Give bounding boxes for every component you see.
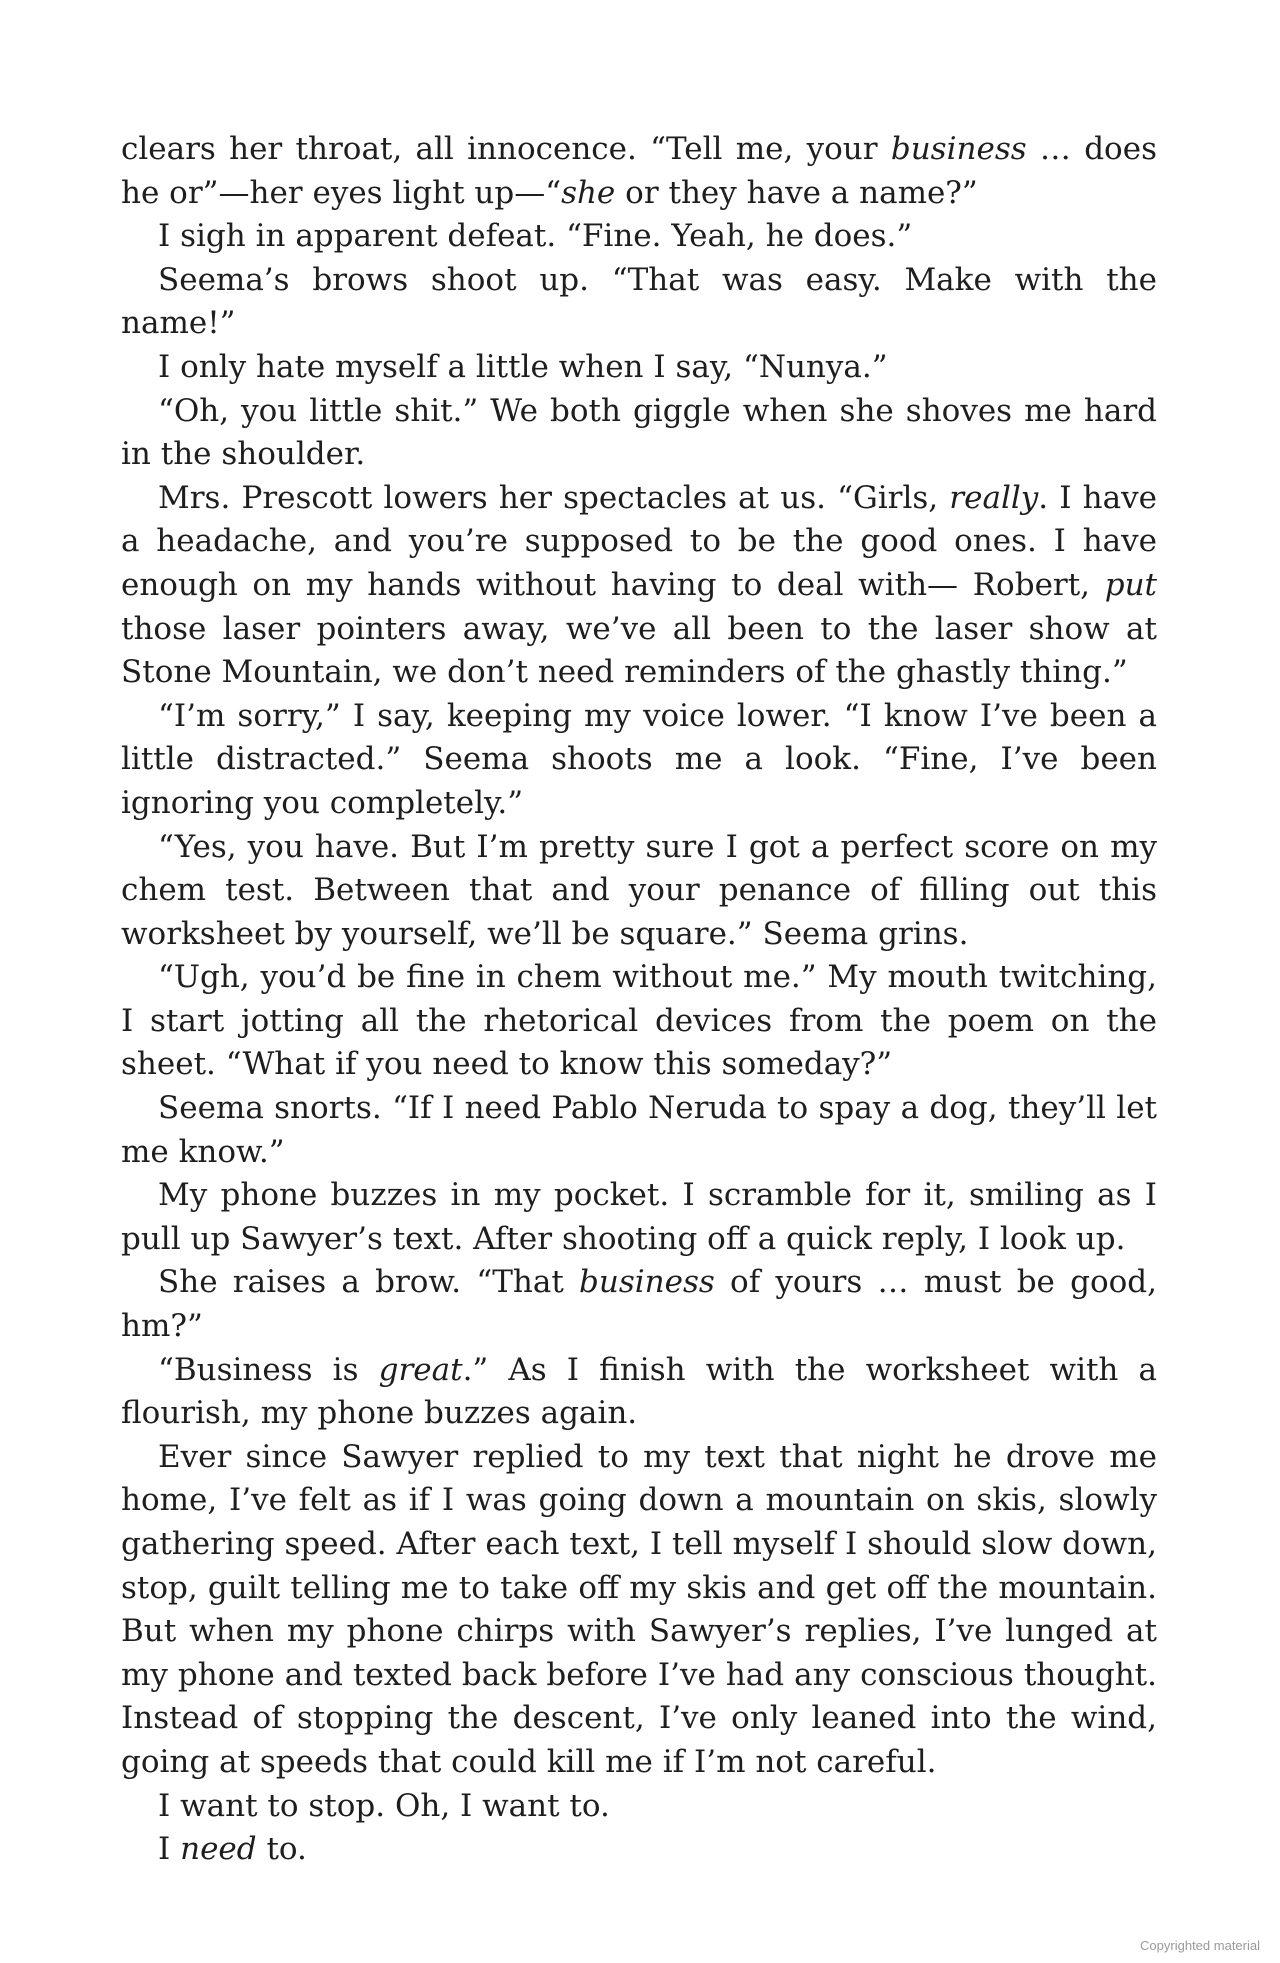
paragraph — [121, 477, 1157, 695]
text-run: clears her throat, all innocence. “Tell me, your — [121, 131, 891, 167]
text-run: I want to stop. Oh, I want to. — [158, 1787, 610, 1824]
paragraph — [121, 1261, 1157, 1348]
copyright-watermark: Copyrighted material — [1140, 1938, 1260, 1953]
italic-text-run: she — [561, 174, 616, 211]
text-run: I — [158, 1831, 181, 1868]
text-run: Seema snorts. “If I need Pablo Neruda to spay a dog, they’ll let me know.” — [121, 1090, 1157, 1170]
paragraph — [121, 1174, 1157, 1261]
paragraph — [121, 128, 1157, 215]
text-run: “Yes, you have. But I’m pretty sure I got a perfect score on my chem test. Between that and your penance of filling out this worksheet by yourself, we’ll be square.” Seema grins. — [121, 828, 1157, 952]
text-run: of yours … must be good, hm?” — [121, 1264, 1157, 1345]
text-run: or they have a name?” — [615, 174, 978, 211]
text-run: Mrs. Prescott lowers her spectacles at us. “Girls, — [158, 479, 950, 516]
text-run: Seema’s brows shoot up. “That was easy. Make with the name!” — [121, 261, 1157, 342]
paragraph — [121, 1785, 1157, 1829]
text-run: “Oh, you little shit.” We both giggle when she shoves me hard in the shoulder. — [121, 392, 1157, 473]
text-run: … does he or”—her eyes light up—“ — [121, 131, 1157, 211]
paragraph — [121, 390, 1157, 477]
italic-text-run: need — [180, 1831, 257, 1868]
paragraph — [121, 1436, 1157, 1785]
italic-text-run: great — [378, 1351, 463, 1388]
text-run: to. — [256, 1831, 307, 1868]
italic-text-run: put — [1104, 566, 1157, 603]
text-run: I sigh in apparent defeat. “Fine. Yeah, he does.” — [158, 218, 913, 255]
text-run: Ever since Sawyer replied to my text that night he drove me home, I’ve felt as if I was going down a mountain on skis, slowly gathering speed. After each text, I tell myself I should slow down, stop, guilt telling me to take off my skis and get off the mountain. But when my phone chirps with Sawyer’s replies, I’ve lunged at my phone and texted back before I’ve had any conscious thought. Instead of stopping the descent, I’ve only leaned into the wind, going at speeds that could kill me if I’m not careful. — [121, 1438, 1157, 1780]
paragraph — [121, 1087, 1157, 1174]
text-run: . I have a headache, and you’re supposed to be the good ones. I have enough on my hands without having to deal with— Robert, — [121, 479, 1157, 603]
italic-text-run: really — [949, 479, 1039, 516]
text-run: .” As I finish with the worksheet with a flourish, my phone buzzes again. — [121, 1351, 1158, 1432]
text-run: My phone buzzes in my pocket. I scramble for it, smiling as I pull up Sawyer’s text. After shooting off a quick reply, I look up. — [121, 1177, 1157, 1257]
text-run: “Ugh, you’d be fine in chem without me.” My mouth twitching, I start jotting all the rhetorical devices from the poem on the sheet. “What if you need to know this someday?” — [121, 959, 1157, 1083]
paragraph — [121, 826, 1157, 957]
paragraph — [121, 695, 1157, 826]
italic-text-run: business — [579, 1264, 715, 1301]
paragraph — [121, 259, 1157, 346]
paragraph — [121, 215, 1157, 259]
italic-text-run: business — [890, 131, 1027, 167]
text-run: “Business is — [158, 1351, 379, 1388]
text-run: “I’m sorry,” I say, keeping my voice lower. “I know I’ve been a little distracted.” Seema shoots me a look. “Fine, I’ve been ignoring you completely.” — [121, 697, 1157, 821]
paragraph — [121, 1828, 1157, 1872]
text-run: She raises a brow. “That — [158, 1264, 580, 1301]
text-run: I only hate myself a little when I say, “Nunya.” — [158, 348, 888, 385]
paragraph — [121, 956, 1157, 1087]
text-run: those laser pointers away, we’ve all been to the laser show at Stone Mountain, we don’t need reminders of the ghastly thing.” — [121, 610, 1157, 691]
page-body — [121, 128, 1157, 1872]
paragraph — [121, 1349, 1157, 1436]
paragraph — [121, 346, 1157, 390]
